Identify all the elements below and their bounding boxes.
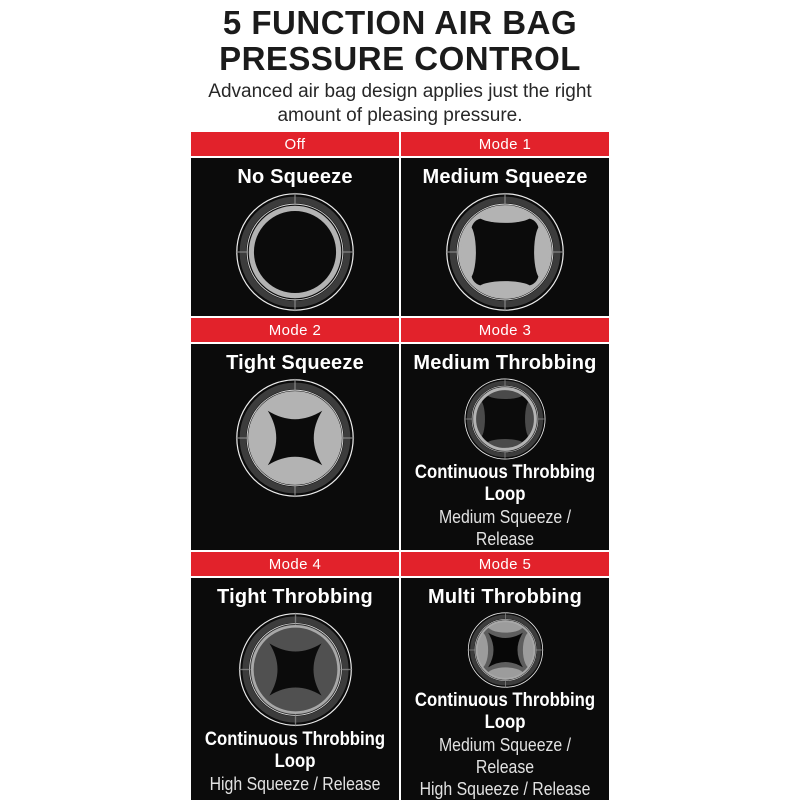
panel-off	[191, 158, 399, 316]
panel-title-mode-1: Medium Squeeze	[422, 166, 588, 188]
panel-title-mode-5: Multi Throbbing	[427, 586, 583, 608]
panel-title-mode-2: Tight Squeeze	[226, 352, 364, 374]
airbag-diagram-medium-squeeze-icon	[444, 191, 566, 313]
page-title	[0, 5, 800, 77]
panel-title-mode-4: Tight Throbbing	[217, 586, 373, 608]
airbag-diagram-tight-throbbing-icon	[237, 611, 354, 728]
panel-title-mode-3: Medium Throbbing	[413, 352, 597, 374]
page-title-line1: 5 FUNCTION AIR BAG	[222, 4, 578, 41]
panel-mode-2	[191, 344, 399, 550]
panel-mode-5	[401, 578, 609, 800]
loop-line2-mode-5: High Squeeze / Release	[419, 779, 591, 799]
panel-mode-1	[401, 158, 609, 316]
panel-mode-3	[401, 344, 609, 550]
header	[0, 0, 800, 128]
loop-title-mode-5: Continuous Throbbing Loop	[414, 690, 596, 733]
mode-cell-off	[191, 132, 399, 316]
panel-title-off: No Squeeze	[237, 166, 353, 188]
page-title-line2: PRESSURE CONTROL	[219, 40, 581, 77]
airbag-diagram-medium-throbbing-icon	[444, 377, 566, 461]
mode-label-1: Mode 1	[401, 132, 609, 156]
page-subtitle: Advanced air bag design applies just the right amount of pleasing pressure.	[208, 81, 592, 126]
mode-label-5: Mode 5	[401, 552, 609, 576]
mode-cell-2	[191, 318, 399, 550]
airbag-diagram-off-icon	[234, 191, 356, 313]
mode-grid	[191, 132, 609, 800]
mode-label-off: Off	[191, 132, 399, 156]
loop-caption-mode-3	[401, 462, 609, 550]
mode-cell-4	[191, 552, 399, 800]
loop-line1-mode-4: High Squeeze / Release	[209, 774, 381, 794]
loop-line1-mode-3: Medium Squeeze / Release	[438, 507, 572, 549]
loop-caption-mode-4	[191, 729, 399, 795]
loop-caption-mode-5	[401, 690, 609, 800]
airbag-diagram-tight-squeeze-icon	[234, 377, 356, 499]
mode-cell-5	[401, 552, 609, 800]
panel-mode-4	[191, 578, 399, 800]
mode-cell-1	[401, 132, 609, 316]
mode-label-3: Mode 3	[401, 318, 609, 342]
airbag-diagram-multi-throbbing-icon	[447, 611, 564, 689]
mode-cell-3	[401, 318, 609, 550]
loop-line1-mode-5: Medium Squeeze / Release	[438, 735, 572, 777]
loop-title-mode-4: Continuous Throbbing Loop	[204, 729, 386, 772]
mode-label-2: Mode 2	[191, 318, 399, 342]
mode-label-4: Mode 4	[191, 552, 399, 576]
loop-title-mode-3: Continuous Throbbing Loop	[414, 462, 596, 505]
